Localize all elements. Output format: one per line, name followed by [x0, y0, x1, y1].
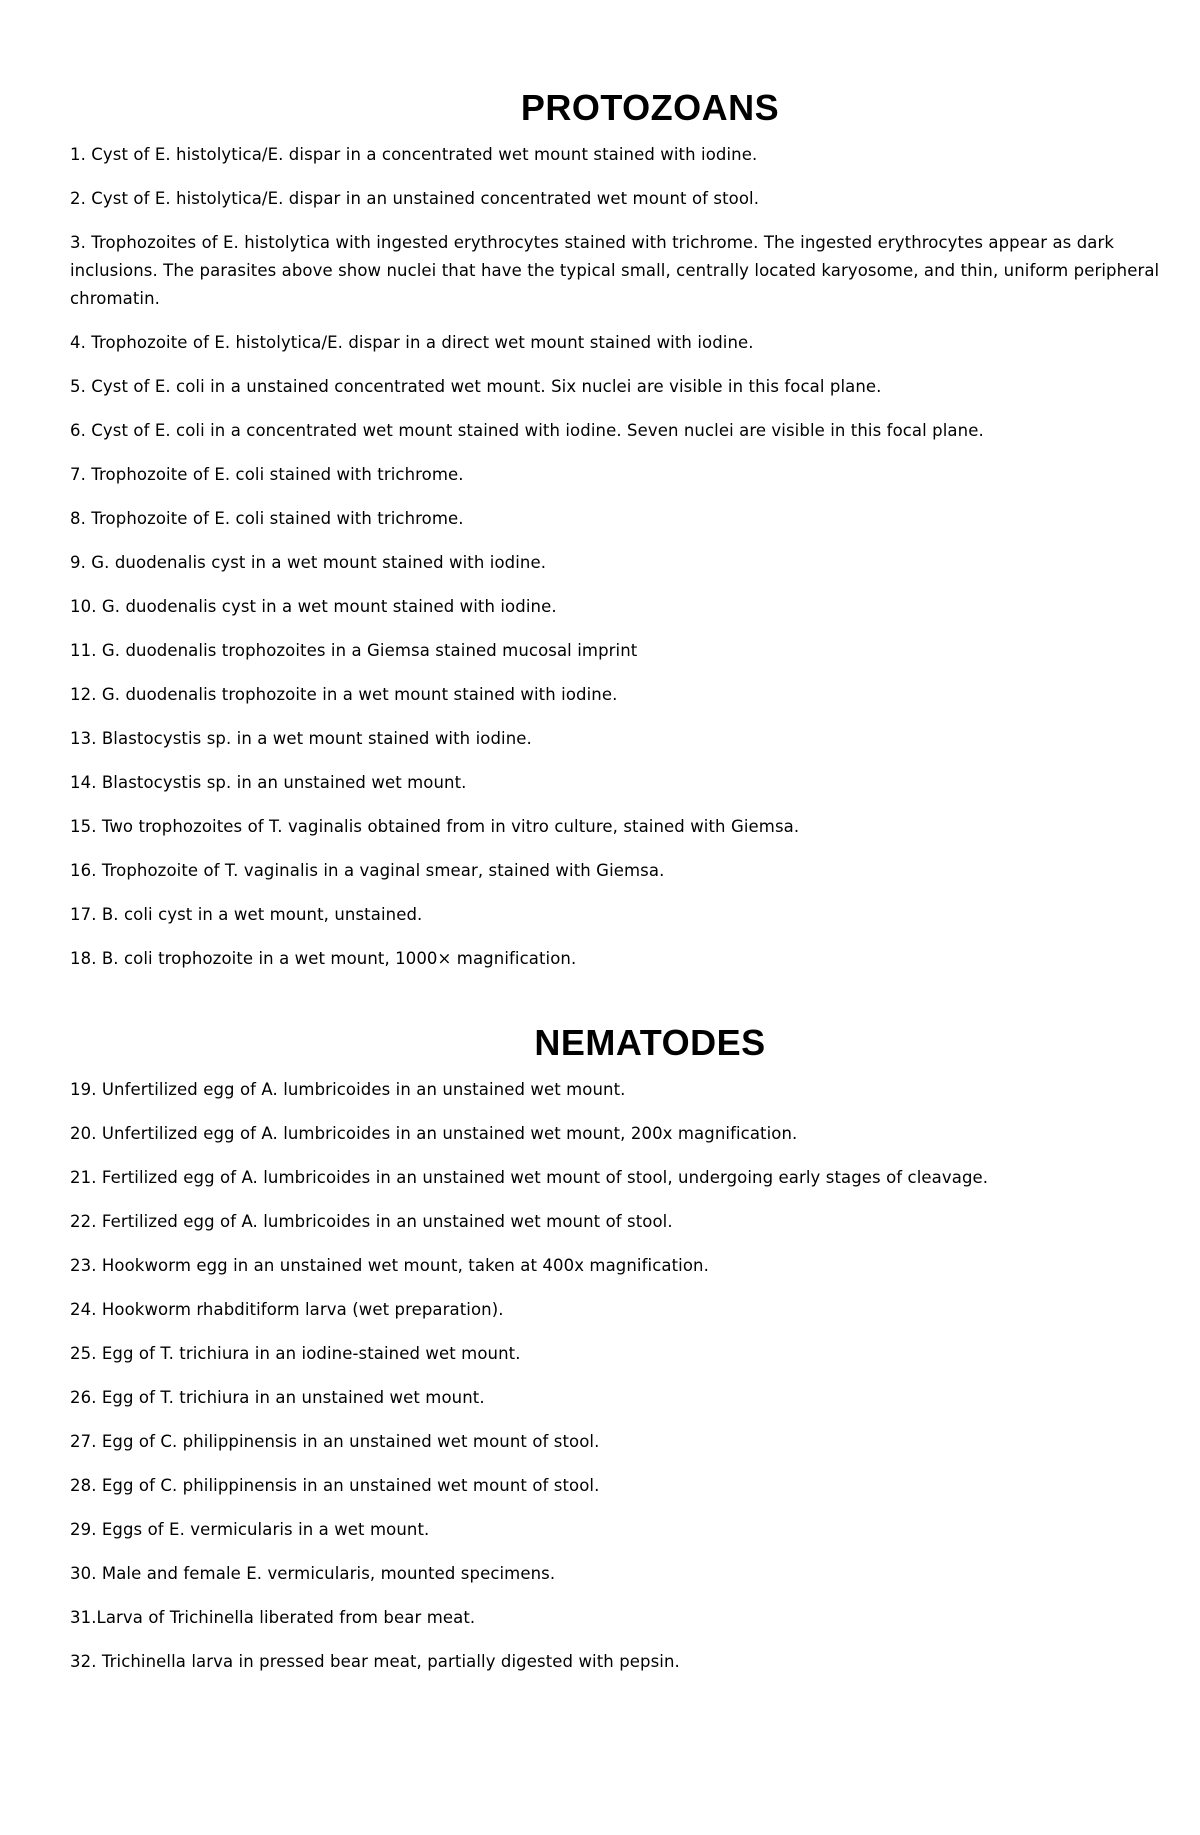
list-item: 32. Trichinella larva in pressed bear meat, partially digested with pepsin.: [70, 1652, 680, 1671]
list-item: 20. Unfertilized egg of A. lumbricoides in an unstained wet mount, 200x magnification.: [70, 1124, 798, 1143]
list-item: 7. Trophozoite of E. coli stained with trichrome.: [70, 465, 464, 484]
list-item: 28. Egg of C. philippinensis in an unstained wet mount of stool.: [70, 1476, 600, 1495]
list-item: 25. Egg of T. trichiura in an iodine-stained wet mount.: [70, 1344, 521, 1363]
list-item: 17. B. coli cyst in a wet mount, unstained.: [70, 905, 423, 924]
list-item: 18. B. coli trophozoite in a wet mount, 1000× magnification.: [70, 949, 577, 968]
list-item: 24. Hookworm rhabditiform larva (wet preparation).: [70, 1300, 504, 1319]
list-item: 9. G. duodenalis cyst in a wet mount stained with iodine.: [70, 553, 547, 572]
list-item: 4. Trophozoite of E. histolytica/E. dispar in a direct wet mount stained with iodine.: [70, 333, 754, 352]
list-item: 6. Cyst of E. coli in a concentrated wet mount stained with iodine. Seven nuclei are visible in this focal plane.: [70, 421, 984, 440]
list-item: 16. Trophozoite of T. vaginalis in a vaginal smear, stained with Giemsa.: [70, 861, 665, 880]
list-item: 27. Egg of C. philippinensis in an unstained wet mount of stool.: [70, 1432, 600, 1451]
list-item: 21. Fertilized egg of A. lumbricoides in an unstained wet mount of stool, undergoing early stages of cleavage.: [70, 1168, 989, 1187]
list-item: 12. G. duodenalis trophozoite in a wet mount stained with iodine.: [70, 685, 618, 704]
list-item: 22. Fertilized egg of A. lumbricoides in an unstained wet mount of stool.: [70, 1212, 673, 1231]
list-item: 14. Blastocystis sp. in an unstained wet mount.: [70, 773, 467, 792]
list-item: 29. Eggs of E. vermicularis in a wet mount.: [70, 1520, 430, 1539]
list-item: 13. Blastocystis sp. in a wet mount stained with iodine.: [70, 729, 532, 748]
list-item: 19. Unfertilized egg of A. lumbricoides in an unstained wet mount.: [70, 1080, 626, 1099]
list-item: 10. G. duodenalis cyst in a wet mount stained with iodine.: [70, 597, 557, 616]
list-item: 31.Larva of Trichinella liberated from bear meat.: [70, 1608, 476, 1627]
list-item: 2. Cyst of E. histolytica/E. dispar in an unstained concentrated wet mount of stool.: [70, 189, 760, 208]
list-item: 30. Male and female E. vermicularis, mounted specimens.: [70, 1564, 556, 1583]
list-item: 3. Trophozoites of E. histolytica with ingested erythrocytes stained with trichrome. The ingested erythrocytes appear as dark inclusions. The parasites above show nuclei that have the typical small, centrally located karyosome, and thin, uniform peripheral chromatin.: [70, 233, 1160, 308]
list-item: 23. Hookworm egg in an unstained wet mount, taken at 400x magnification.: [70, 1256, 709, 1275]
list-item: 11. G. duodenalis trophozoites in a Giemsa stained mucosal imprint: [70, 641, 638, 660]
protozoans-list: [70, 141, 1170, 973]
nematodes-list: [70, 1076, 1170, 1676]
list-item: 1. Cyst of E. histolytica/E. dispar in a concentrated wet mount stained with iodine.: [70, 145, 758, 164]
nematodes-heading: NEMATODES: [534, 1022, 766, 1063]
list-item: 26. Egg of T. trichiura in an unstained wet mount.: [70, 1388, 485, 1407]
list-item: 8. Trophozoite of E. coli stained with trichrome.: [70, 509, 464, 528]
protozoans-heading: PROTOZOANS: [520, 87, 780, 128]
list-item: 15. Two trophozoites of T. vaginalis obtained from in vitro culture, stained with Giemsa.: [70, 817, 800, 836]
list-item: 5. Cyst of E. coli in a unstained concentrated wet mount. Six nuclei are visible in this focal plane.: [70, 377, 882, 396]
protozoans-section: [70, 85, 1170, 989]
nematodes-section: [70, 1020, 1170, 1692]
